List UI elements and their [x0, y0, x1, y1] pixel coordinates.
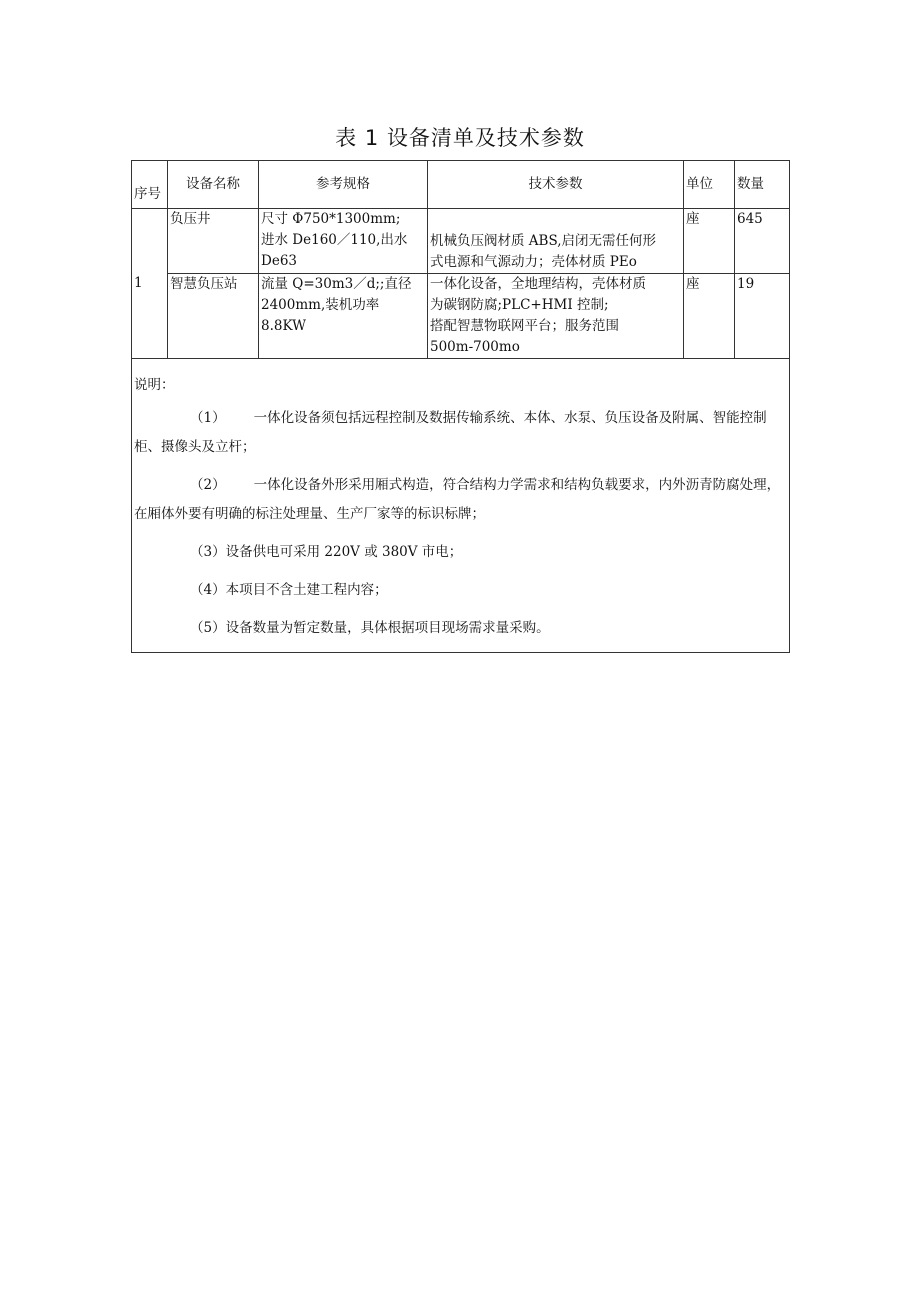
header-qty: 数量 — [735, 161, 790, 209]
spec-cell — [259, 274, 428, 359]
notes-cell — [132, 359, 790, 653]
qty-cell: 19 — [735, 274, 790, 359]
note-number: （4） — [190, 582, 226, 598]
note-item — [134, 538, 785, 567]
notes-row — [132, 359, 790, 653]
tech-line: 500m-700mo — [430, 339, 520, 355]
notes-title: 说明： — [134, 377, 175, 393]
spec-line: De63 — [261, 253, 297, 269]
spec-line: 2400mm,装机功率 8.8KW — [261, 297, 380, 334]
note-text: 本项目不含土建工程内容； — [225, 582, 388, 598]
header-name: 设备名称 — [168, 161, 259, 209]
note-text: 一体化设备外形采用厢式构造，符合结构力学需求和结构负载要求，内外沥青防腐处理，在厢体外要有明确的标注处理量、生产厂家等的标识标牌； — [134, 477, 781, 522]
unit-cell: 座 — [684, 209, 735, 274]
spec-line: 进水 De160／110,出水 — [261, 232, 408, 248]
tech-line: 搭配智慧物联网平台；服务范围 — [430, 318, 619, 334]
equipment-table — [131, 160, 790, 653]
note-text: 设备供电可采用 220V 或 380V 市电； — [225, 544, 463, 560]
note-number: （3） — [190, 544, 226, 560]
seq-cell: 1 — [132, 209, 168, 359]
note-number: （2） — [190, 477, 226, 493]
note-text: 一体化设备须包括远程控制及数据传输系统、本体、水泵、负压设备及附属、智能控制柜、摄像头及立杆； — [134, 410, 767, 455]
note-number: （1） — [190, 410, 226, 426]
tech-cell — [428, 274, 684, 359]
header-tech: 技术参数 — [428, 161, 684, 209]
note-item — [134, 614, 785, 643]
note-number: （5） — [190, 620, 226, 636]
tech-cell — [428, 209, 684, 274]
note-item — [134, 404, 785, 462]
note-text: 设备数量为暂定数量，具体根据项目现场需求量采购。 — [225, 620, 550, 636]
equipment-name-cell: 智慧负压站 — [168, 274, 259, 359]
table-row — [132, 209, 790, 274]
header-spec: 参考规格 — [259, 161, 428, 209]
spec-line: 流量 Q=30m3／d;;直径 — [261, 276, 412, 292]
spec-line: 尺寸 Φ750*1300mm; — [261, 211, 401, 227]
tech-line: 一体化设备，全地理结构，壳体材质 — [430, 276, 646, 292]
spec-cell — [259, 209, 428, 274]
tech-line: 为碳钢防腐;PLC+HMI 控制; — [430, 297, 609, 313]
table-row — [132, 274, 790, 359]
note-item — [134, 576, 785, 605]
unit-cell: 座 — [684, 274, 735, 359]
note-item — [134, 471, 785, 529]
header-seq: 序号 — [132, 161, 168, 209]
tech-line: 机械负压阀材质 ABS,启闭无需任何形 — [430, 233, 657, 249]
page-title: 表 1 设备清单及技术参数 — [335, 126, 585, 150]
equipment-name-cell: 负压井 — [168, 209, 259, 274]
tech-line: 式电源和气源动力；壳体材质 PEo — [430, 254, 637, 270]
table-header-row — [132, 161, 790, 209]
qty-cell: 645 — [735, 209, 790, 274]
header-unit: 单位 — [684, 161, 735, 209]
